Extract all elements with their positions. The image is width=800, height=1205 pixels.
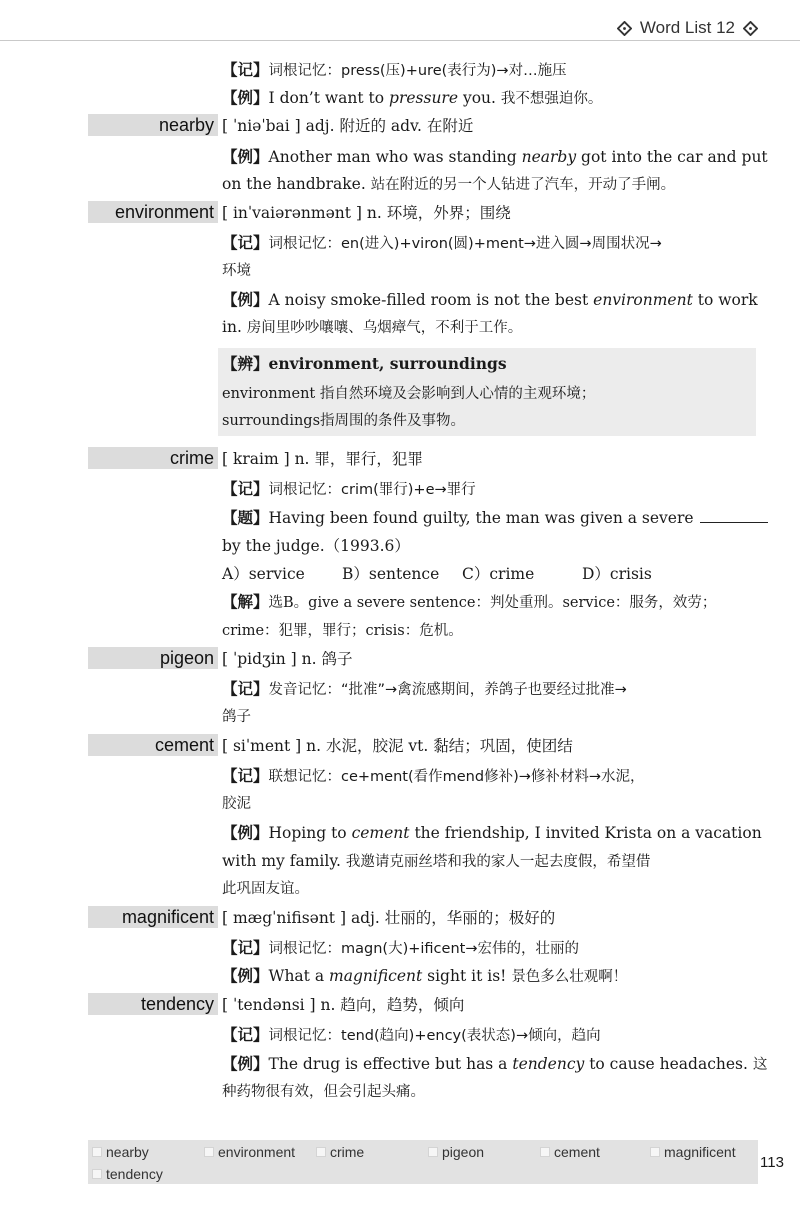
answer-line: crime：犯罪，罪行；crisis：危机。: [222, 623, 463, 639]
example-line: 【例】I don’t want to pressure you. 我不想强迫你。: [222, 88, 603, 107]
checkbox-icon: [204, 1147, 214, 1157]
question-line: 【题】Having been found guilty, the man was given a severe: [222, 508, 758, 528]
example-line: 此巩固友谊。: [222, 881, 309, 897]
option-b: B）sentence: [342, 565, 440, 583]
review-word: cement: [540, 1142, 600, 1162]
review-word: nearby: [92, 1142, 149, 1162]
headword-nearby: nearby: [88, 114, 218, 136]
checkbox-icon: [428, 1147, 438, 1157]
mem-line: 【记】词根记忆：crim(罪行)+e→罪行: [222, 479, 476, 498]
header-rule: [0, 40, 800, 41]
headword-crime: crime: [88, 447, 218, 469]
definition: [ mægˈnifisənt ] adj. 壮丽的，华丽的；极好的: [222, 909, 556, 927]
answer-line: 【解】选B。give a severe sentence：判处重刑。service：服务，效劳；: [222, 592, 717, 611]
review-word: crime: [316, 1142, 364, 1162]
example-line: 【例】Another man who was standing nearby got into the car and put: [222, 147, 768, 166]
checkbox-icon: [92, 1147, 102, 1157]
review-word: environment: [204, 1142, 295, 1162]
mem-line: 胶泥: [222, 796, 251, 812]
running-header: [617, 14, 758, 42]
definition: [ ˈniəˈbai ] adj. 附近的 adv. 在附近: [222, 117, 474, 135]
diamond-icon: [617, 21, 632, 36]
example-line: in. 房间里吵吵嚷嚷、乌烟瘴气，不利于工作。: [222, 318, 523, 336]
example-line: 【例】What a magnificent sight it is! 景色多么壮观啊！: [222, 966, 628, 985]
example-line: 【例】A noisy smoke-filled room is not the best environment to work: [222, 290, 758, 309]
mem-line: 【记】词根记忆：tend(趋向)+ency(表状态)→倾向，趋向: [222, 1025, 601, 1044]
example-line: on the handbrake. 站在附近的另一个人钻进了汽车，开动了手闸。: [222, 175, 676, 193]
mem-line: 【记】发音记忆：“批准”→禽流感期间，养鸽子也要经过批准→: [222, 679, 627, 698]
review-word-strip: [88, 1140, 758, 1184]
diamond-icon: [743, 21, 758, 36]
definition: [ inˈvaiərənmənt ] n. 环境，外界；围绕: [222, 204, 511, 222]
usage-note-text: environment 指自然环境及会影响到人心情的主观环境；: [222, 386, 596, 402]
review-word: tendency: [92, 1164, 163, 1184]
mem-line: 【记】词根记忆：magn(大)+ificent→宏伟的，壮丽的: [222, 938, 579, 957]
page-number: 113: [760, 1154, 784, 1171]
example-line: with my family. 我邀请克丽丝塔和我的家人一起去度假，希望借: [222, 852, 651, 870]
mem-line: 【记】联想记忆：ce+ment(看作mend修补)→修补材料→水泥，: [222, 766, 645, 785]
example-line: 【例】Hoping to cement the friendship, I invited Krista on a vacation: [222, 823, 762, 842]
checkbox-icon: [92, 1169, 102, 1179]
checkbox-icon: [540, 1147, 550, 1157]
option-c: C）crime: [462, 565, 535, 583]
headword-cement: cement: [88, 734, 218, 756]
question-line: by the judge.（1993.6）: [222, 537, 410, 555]
example-line: 种药物很有效，但会引起头痛。: [222, 1084, 425, 1100]
mem-line: 鸽子: [222, 709, 251, 725]
header-title: Word List 12: [639, 18, 735, 37]
option-d: D）crisis: [582, 565, 652, 583]
example-line: 【例】The drug is effective but has a tendency to cause headaches. 这: [222, 1054, 768, 1073]
headword-magnificent: magnificent: [88, 906, 218, 928]
definition: [ ˈpidʒin ] n. 鸽子: [222, 650, 353, 668]
review-word: pigeon: [428, 1142, 484, 1162]
headword-environment: environment: [88, 201, 218, 223]
definition: [ ˈtendənsi ] n. 趋向，趋势，倾向: [222, 996, 465, 1014]
headword-tendency: tendency: [88, 993, 218, 1015]
mem-line: 环境: [222, 263, 251, 279]
definition: [ siˈment ] n. 水泥，胶泥 vt. 黏结；巩固，使团结: [222, 737, 573, 755]
usage-note-title: 【辨】environment, surroundings: [222, 354, 507, 373]
answer-blank: [700, 522, 768, 523]
checkbox-icon: [316, 1147, 326, 1157]
option-a: A）service: [222, 565, 305, 583]
definition: [ kraim ] n. 罪，罪行，犯罪: [222, 450, 423, 468]
mem-line: 【记】词根记忆：press(压)+ure(表行为)→对…施压: [222, 60, 567, 79]
usage-note-text: surroundings指周围的条件及事物。: [222, 413, 466, 429]
checkbox-icon: [650, 1147, 660, 1157]
headword-pigeon: pigeon: [88, 647, 218, 669]
review-word: magnificent: [650, 1142, 736, 1162]
options-line: [222, 564, 758, 584]
mem-line: 【记】词根记忆：en(进入)+viron(圆)+ment→进入圆→周围状况→: [222, 233, 662, 252]
